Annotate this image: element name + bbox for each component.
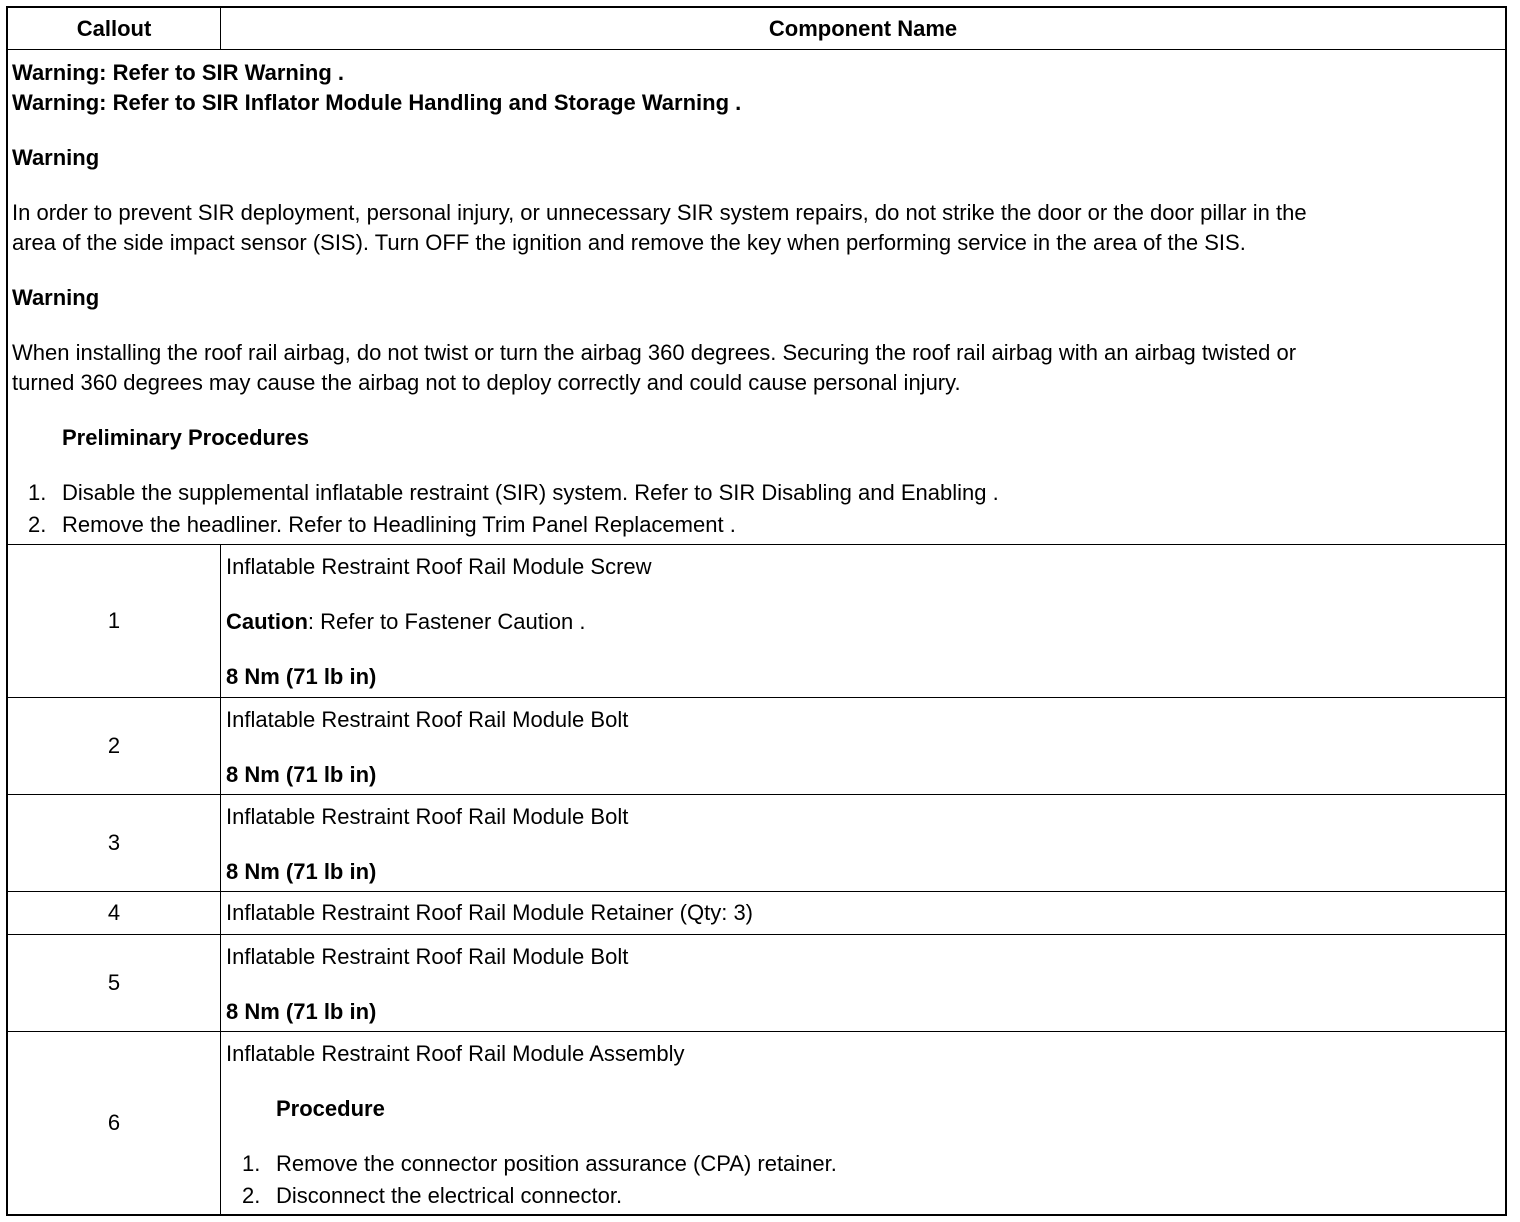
component-name-header: Component Name xyxy=(768,15,958,41)
warning-1-text-line-2: area of the side impact sensor (SIS). Turn OFF the ignition and remove the key when performing service in the area of the SIS. xyxy=(12,230,1246,255)
procedure-step-number: 2. xyxy=(242,1183,261,1208)
table-row xyxy=(8,698,1505,795)
callout-number: 1 xyxy=(8,545,221,697)
table-header-row xyxy=(8,8,1505,50)
component-cell xyxy=(221,1032,1505,1214)
callout-number: 2 xyxy=(8,698,221,794)
component-name: Inflatable Restraint Roof Rail Module Retainer (Qty: 3) xyxy=(226,900,754,925)
component-name: Inflatable Restraint Roof Rail Module Bolt xyxy=(226,707,629,732)
torque-spec: 8 Nm (71 lb in) xyxy=(226,664,377,689)
warning-1-title: Warning xyxy=(12,145,100,170)
warning-1-text-line-1: In order to prevent SIR deployment, personal injury, or unnecessary SIR system repairs, do not strike the door or the door pillar in the xyxy=(12,200,1307,225)
component-cell xyxy=(221,545,1505,697)
callout-number: 3 xyxy=(8,795,221,891)
procedure-title: Procedure xyxy=(276,1096,385,1121)
component-cell xyxy=(221,892,1505,934)
caution-label: Caution xyxy=(226,609,308,634)
warning-ref-sir: Warning: Refer to SIR Warning . xyxy=(12,60,345,85)
callout-number: 4 xyxy=(8,892,221,934)
component-name: Inflatable Restraint Roof Rail Module Bolt xyxy=(226,944,629,969)
caution-note xyxy=(226,607,585,637)
table-row xyxy=(8,935,1505,1032)
component-cell xyxy=(221,698,1505,794)
callout-number: 5 xyxy=(8,935,221,1031)
component-cell xyxy=(221,795,1505,891)
prelim-step-text: Disable the supplemental inflatable restraint (SIR) system. Refer to SIR Disabling and Enabling . xyxy=(62,480,999,505)
procedure-step-number: 1. xyxy=(242,1151,261,1176)
caution-text: : Refer to Fastener Caution . xyxy=(307,609,586,634)
component-cell xyxy=(221,935,1505,1031)
procedure-step-text: Disconnect the electrical connector. xyxy=(276,1183,623,1208)
prelim-step-text: Remove the headliner. Refer to Headlining Trim Panel Replacement . xyxy=(62,512,736,537)
prelim-step-number: 1. xyxy=(28,480,47,505)
table-row xyxy=(8,892,1505,935)
warnings-row xyxy=(8,50,1505,545)
component-name: Inflatable Restraint Roof Rail Module Screw xyxy=(226,554,652,579)
component-table xyxy=(6,6,1507,1216)
table-row xyxy=(8,795,1505,892)
table-row xyxy=(8,1032,1505,1214)
procedure-step-text: Remove the connector position assurance (CPA) retainer. xyxy=(276,1151,837,1176)
torque-spec: 8 Nm (71 lb in) xyxy=(226,762,377,787)
preliminary-procedures-title: Preliminary Procedures xyxy=(62,425,310,450)
torque-spec: 8 Nm (71 lb in) xyxy=(226,859,377,884)
callout-header: Callout xyxy=(8,8,221,49)
warning-2-title: Warning xyxy=(12,285,100,310)
component-name: Inflatable Restraint Roof Rail Module Bolt xyxy=(226,804,629,829)
torque-spec: 8 Nm (71 lb in) xyxy=(226,999,377,1024)
warning-ref-inflator: Warning: Refer to SIR Inflator Module Handling and Storage Warning . xyxy=(12,90,742,115)
warning-2-text-line-2: turned 360 degrees may cause the airbag not to deploy correctly and could cause personal injury. xyxy=(12,370,961,395)
table-row xyxy=(8,545,1505,698)
warning-2-text-line-1: When installing the roof rail airbag, do not twist or turn the airbag 360 degrees. Securing the roof rail airbag with an airbag twisted or xyxy=(12,340,1297,365)
prelim-step-number: 2. xyxy=(28,512,47,537)
component-name: Inflatable Restraint Roof Rail Module Assembly xyxy=(226,1041,685,1066)
callout-number: 6 xyxy=(8,1032,221,1214)
